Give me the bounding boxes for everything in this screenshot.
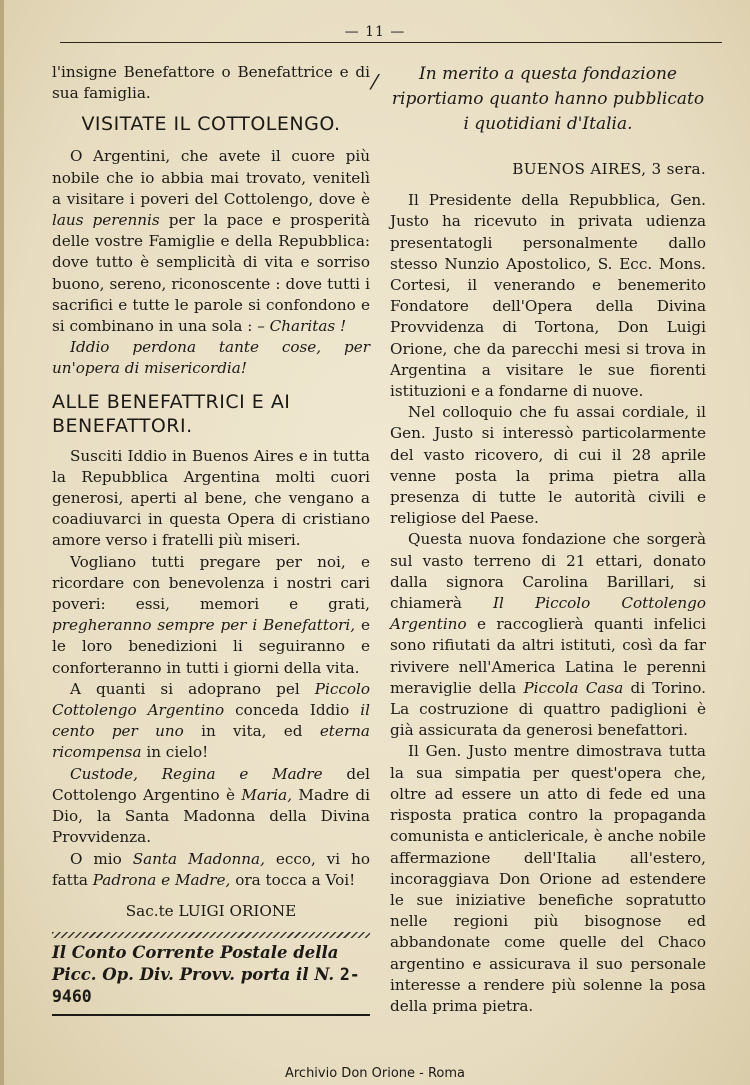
paragraph-custode: Custode, Regina e Madre del Cottolengo Argentino è Maria, Madre di Dio, la Santa Madonna della Divina Provvidenza. — [52, 764, 370, 847]
intro-italic: In merito a questa fondazione riportiamo quanto hanno pubblicato i quotidiani d'Italia. — [391, 64, 705, 134]
archive-footer: Archivio Don Orione - Roma — [284, 1066, 466, 1081]
paragraph-vogliano: Vogliano tutti pregare per noi, e ricordare con benevolenza i nostri cari poveri: essi, memori e grati, pregheranno sempre per i Benefattori, e le loro benedizioni li seguiranno e conforteranno in tutti i giorni della vita. — [52, 552, 370, 677]
paragraph-presidente: Il Presidente della Repubblica, Gen. Justo ha ricevuto in privata udienza presentatogli personalmente dallo stesso Nunzio Apostolico, S. Ecc. Mons. Cortesi, il venerando e benemerito Fondatore dell'Opera della Divina Provvidenza di Tortona, Don Luigi Orione, che da parecchi mesi si trova in Argentina a visitare le sue fiorenti istituzioni e a fondarne di nuove. — [390, 191, 706, 401]
margin-mark-icon: ⁄ — [373, 70, 377, 94]
postal-underline — [52, 1010, 370, 1016]
signature: Sac.te LUIGI ORIONE — [125, 901, 297, 920]
paragraph-argentini: O Argentini, che avete il cuore più nobile che io abbia mai trovato, venitelì a visitare i poveri del Cottolengo, dove è laus perennis per la pace e prosperità delle vostre Famiglie e della Repubblica: dove tutto è semplicità di vita e sorriso buono, sereno, riconoscente : dove tutti i sacrifici e tutte le parole si confondono e si combinano in una sola : – Charitas ! — [52, 147, 370, 336]
page-number: — 11 — — [344, 24, 406, 40]
postal-account-note: Il Conto Corrente Postale della Picc. Op. Div. Provv. porta il N. 2-9460 — [52, 943, 360, 1007]
ornament-rule — [52, 932, 370, 938]
paragraph-fondazione: Questa nuova fondazione che sorgerà sul vasto terreno di 21 ettari, donato dalla signora Carolina Barillari, si chiamerà Il Piccolo Cottolengo Argentino e raccoglierà quanti infelici sono rifiutati da altri istituti, così da far rivivere nell'America Latina le perenni meraviglie della Piccola Casa di Torino. La costruzione di quattro padiglioni è già assicurata da generosi benefattori. — [390, 530, 707, 740]
dateline: BUENOS AIRES, 3 sera. — [512, 160, 706, 178]
right-column — [390, 62, 706, 1017]
paragraph-gen-justo: Il Gen. Justo mentre dimostrava tutta la sua simpatia per quest'opera che, oltre ad essere un atto di fede ed una risposta pratica contro la propaganda comunista e anticlericale, è anche nobile affermazione dell'Italia all'estero, incoraggiava Don Orione ad estendere le sue iniziative benefiche sopratutto nelle regioni più bisognose ed abbandonate come quelle del Chaco argentino e assicurava il suo personale interesse a rendere più solenne la posa della prima pietra. — [390, 742, 706, 1015]
header-rule — [60, 42, 722, 43]
paragraph-a-quanti: A quanti si adoprano pel Piccolo Cottolengo Argentino conceda Iddio il cento per uno in vita, ed eterna ricompensa in cielo! — [52, 679, 370, 762]
postal-number: 2-9460 — [52, 965, 360, 1007]
heading-benefattori: ALLE BENEFATTRICI E AI BENEFATTORI. — [52, 390, 291, 437]
paragraph-susciti: Susciti Iddio in Buenos Aires e in tutta la Repubblica Argentina molti cuori generosi, aperti al bene, che vengano a coadiuvarci in questa Opera di cristiano amore verso i fratelli più miseri. — [52, 446, 370, 550]
paragraph-misericordia: Iddio perdona tante cose, per un'opera di misericordia! — [52, 338, 370, 378]
opening-text: l'insigne Benefattore o Benefattrice e di sua famiglia. — [52, 63, 370, 103]
page-edge — [0, 0, 4, 1085]
heading-visitate: VISITATE IL COTTOLENGO. — [81, 113, 341, 136]
paragraph-madonna: O mio Santa Madonna, ecco, vi ho fatta Padrona e Madre, ora tocca a Voi! — [52, 849, 370, 889]
left-column — [52, 62, 370, 1016]
paragraph-colloquio: Nel colloquio che fu assai cordiale, il Gen. Justo si interessò particolarmente del vasto ricovero, di cui il 28 aprile venne posta la prima pietra alla presenza di tutte le autorità civili e religiose del Paese. — [390, 403, 706, 528]
